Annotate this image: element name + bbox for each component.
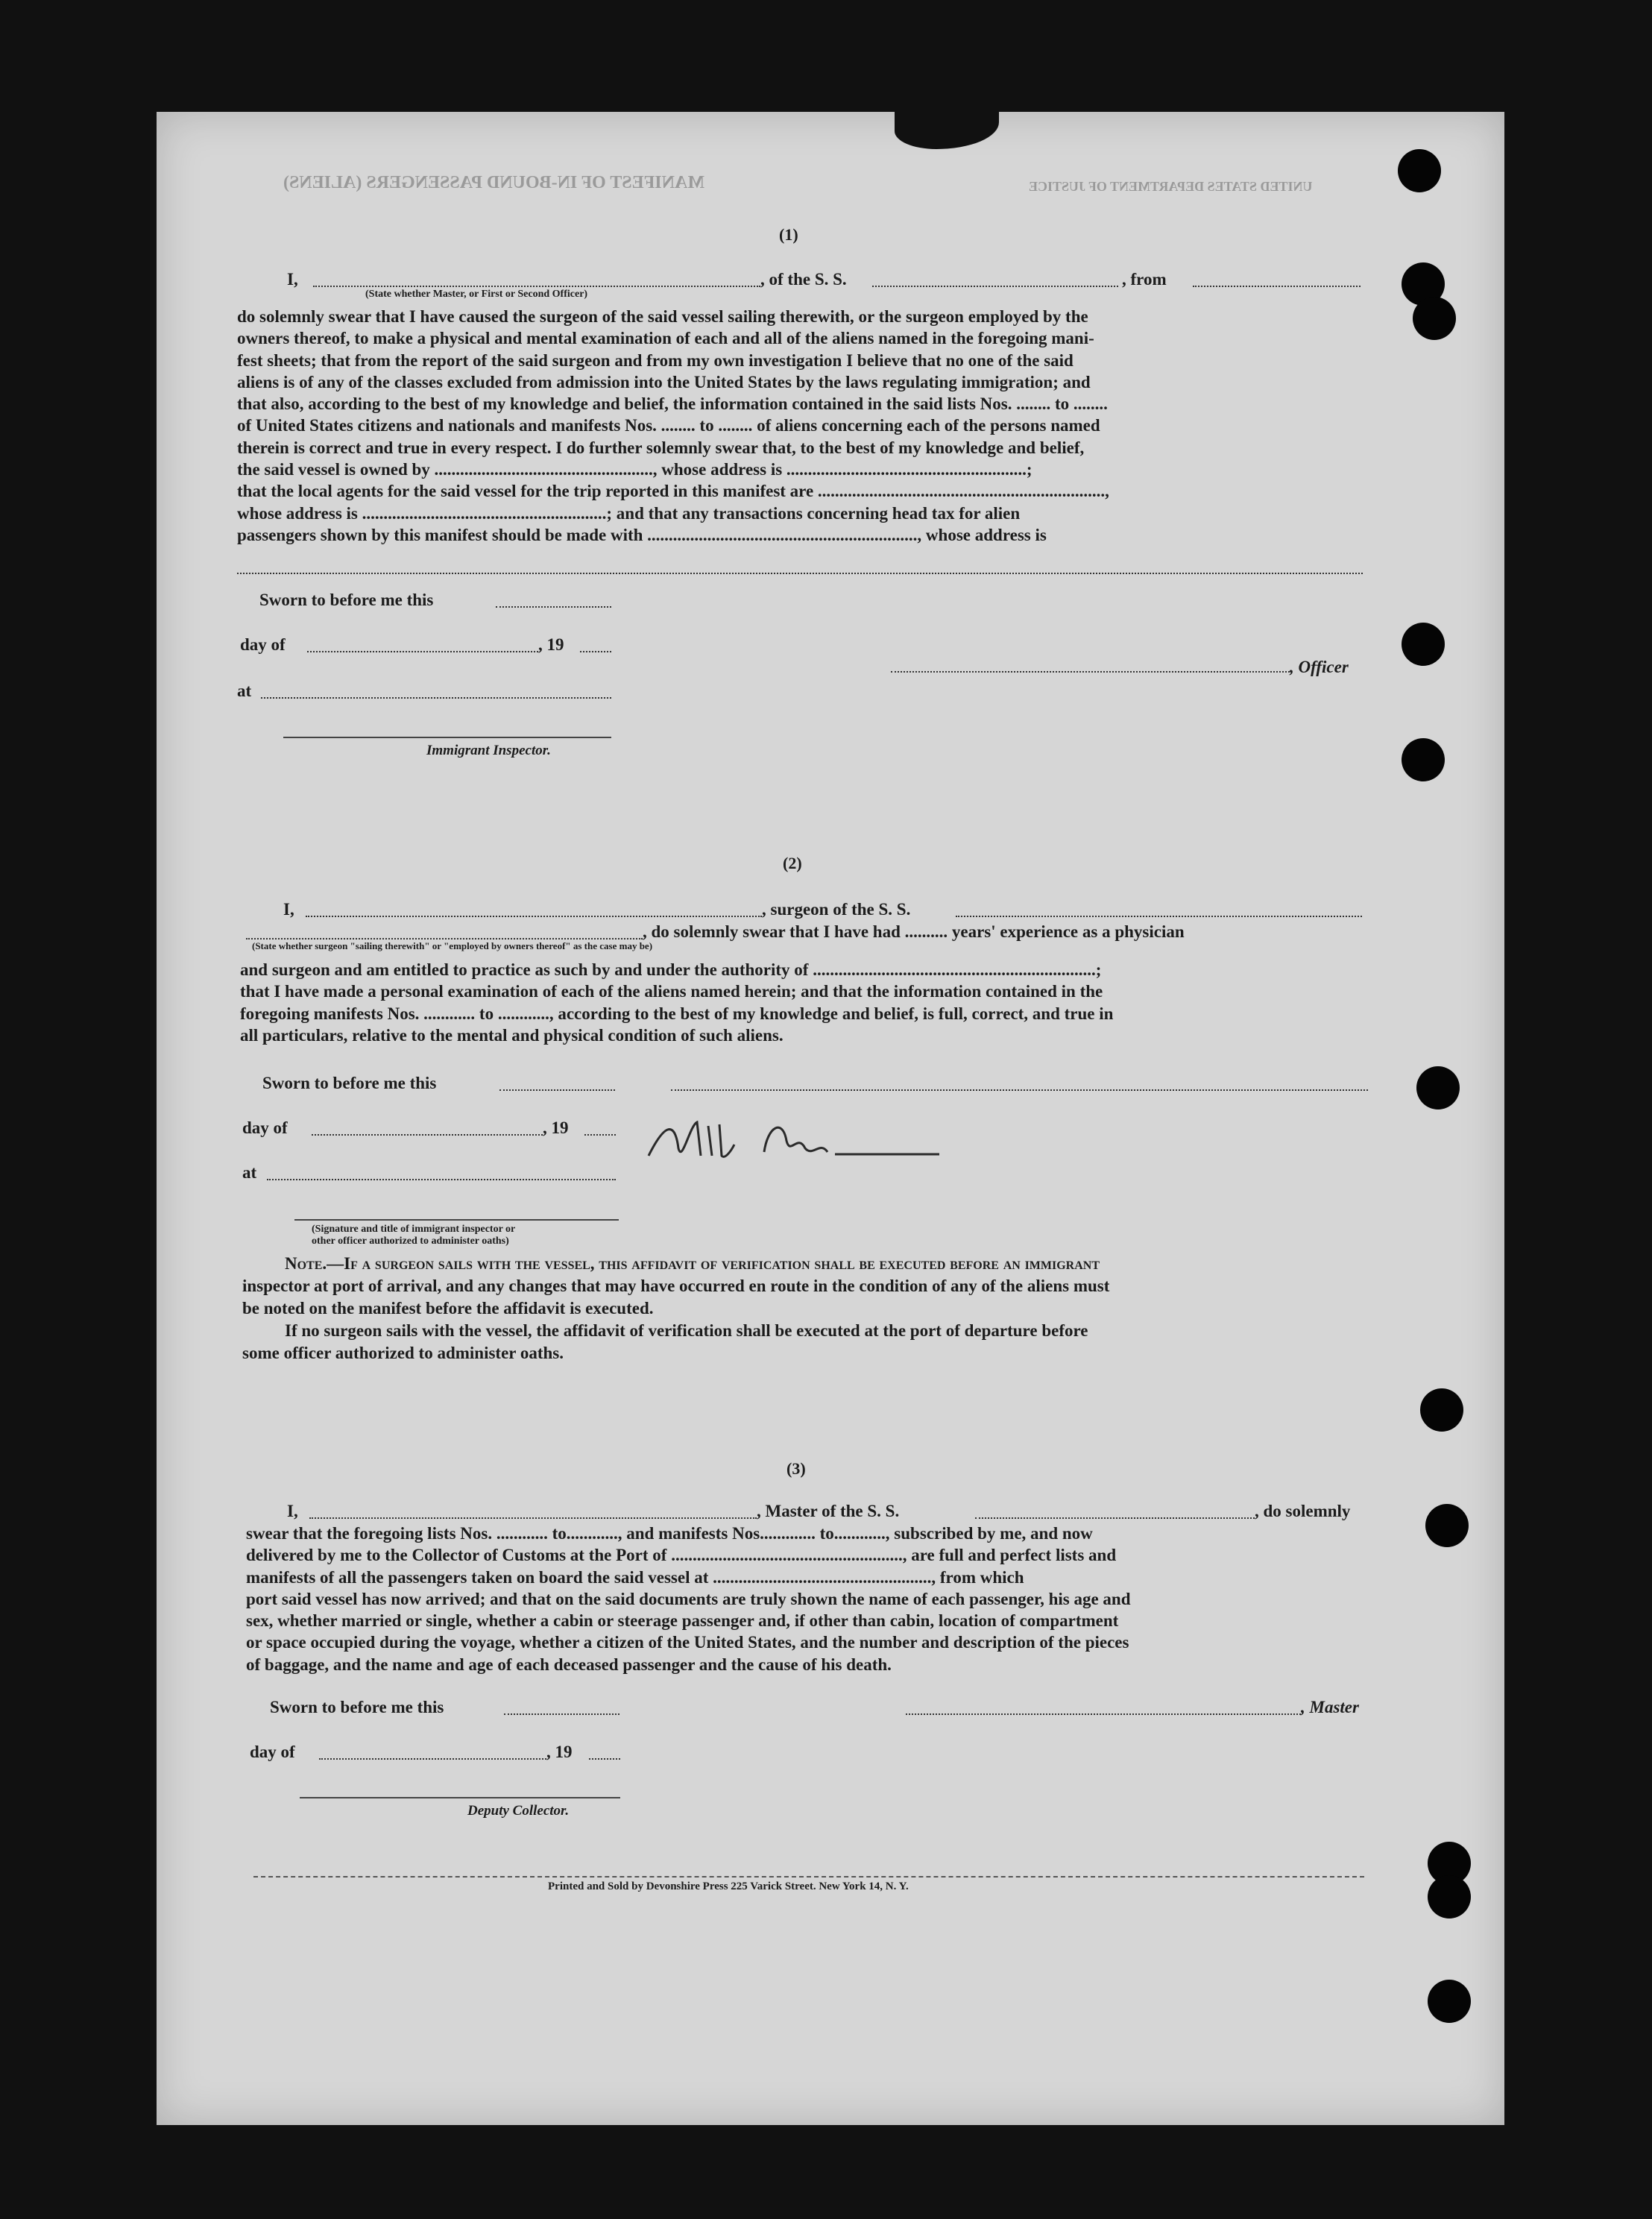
punch-hole [1428, 1875, 1471, 1919]
punch-hole [1428, 1980, 1471, 2023]
sworn-label: Sworn to before me this [270, 1698, 444, 1716]
punch-hole [1402, 623, 1445, 666]
signature-note-2: other officer authorized to administer oaths) [312, 1236, 509, 1247]
section-1-oath-text [237, 306, 1366, 546]
blank-year[interactable] [584, 1134, 616, 1136]
oath-line: whose address is .........................................................; and that any transactions concerning head tax for alien [237, 503, 1021, 523]
footer-rule [253, 1876, 1364, 1878]
surgeon-of-ss-label: , surgeon of the S. S. [762, 900, 911, 919]
inspector-signature-line[interactable] [283, 737, 611, 738]
blank-month[interactable] [319, 1758, 546, 1760]
oath-line: swear that the foregoing lists Nos. ............ to............, and manifests Nos............. to............, subscribed by me, and now [246, 1524, 1093, 1543]
oath-line: sex, whether married or single, whether a cabin or steerage passenger and, if other than cabin, location of compartment [246, 1611, 1119, 1631]
surgeon-oath-line: , do solemnly swear that I have had .......... years' experience as a physician [643, 922, 1185, 941]
oath-line: delivered by me to the Collector of Customs at the Port of ......................................................, are full and perfect lists and [246, 1546, 1117, 1565]
deputy-label: Deputy Collector. [467, 1803, 570, 1819]
blank-master-name[interactable] [309, 1517, 757, 1519]
blank-month[interactable] [312, 1134, 543, 1136]
note-second-para: If no surgeon sails with the vessel, the affidavit of verification shall be executed at the port of departure before [285, 1321, 1088, 1340]
officer-label: , Officer [1290, 658, 1349, 676]
day-of-label: day of [242, 1118, 288, 1137]
oath-line: or space occupied during the voyage, whether a citizen of the United States, and the number and description of the pieces [246, 1633, 1129, 1652]
blank-at-place[interactable] [261, 697, 611, 699]
oath-line: that the local agents for the said vessel for the trip reported in this manifest are ..................................................................., [237, 482, 1109, 501]
from-label: , from [1122, 270, 1167, 289]
at-label: at [237, 682, 252, 700]
section-3-oath-text [246, 1523, 1375, 1675]
do-solemnly-label: , do solemnly [1255, 1502, 1351, 1520]
surgeon-status-note: (State whether surgeon "sailing therewith" or "employed by owners thereof" as the case may be) [252, 940, 653, 951]
oath-line: aliens is of any of the classes excluded from admission into the United States by the laws regulating immigration; and [237, 372, 1091, 391]
year-label: , 19 [538, 635, 564, 654]
oath-line: all particulars, relative to the mental and physical condition of such aliens. [240, 1025, 784, 1045]
day-of-label: day of [240, 635, 286, 654]
note-heading: Note. [285, 1254, 327, 1273]
of-the-ss-label: , of the S. S. [760, 270, 847, 289]
master-signature-line[interactable] [906, 1713, 1301, 1715]
section-1-opening: I, [287, 270, 298, 289]
blank-year[interactable] [589, 1758, 620, 1760]
blank-agent-address[interactable] [237, 573, 1363, 574]
oath-line: the said vessel is owned by ..................................................., whose address is ........................................................; [237, 460, 1032, 479]
surgeon-signature-line[interactable] [671, 1089, 1368, 1091]
punch-hole [1413, 297, 1456, 340]
handwritten-signature [634, 1111, 947, 1171]
oath-line: that I have made a personal examination of each of the aliens named herein; and that the information contained in the [240, 982, 1103, 1001]
sworn-label: Sworn to before me this [262, 1074, 437, 1092]
oath-line: of United States citizens and nationals and manifests Nos. ........ to ........ of aliens concerning each of the persons named [237, 416, 1100, 435]
blank-surgeon-name[interactable] [306, 916, 762, 917]
punch-hole [1398, 149, 1441, 192]
authorized-signature-line[interactable] [294, 1219, 619, 1221]
inspector-label: Immigrant Inspector. [426, 743, 551, 758]
bleed-through-title: MANIFEST OF IN-BOUND PASSENGERS (ALIENS) [283, 173, 704, 192]
oath-line: therein is correct and true in every respect. I do further solemnly swear that, to the best of my knowledge and belief, [237, 438, 1085, 457]
blank-year[interactable] [580, 651, 611, 652]
year-label: , 19 [543, 1118, 569, 1137]
blank-surgeon-vessel[interactable] [956, 916, 1362, 917]
sworn-label: Sworn to before me this [259, 591, 434, 609]
oath-line: passengers shown by this manifest should be made with ..............................................................., whose address is [237, 525, 1047, 544]
section-2-number: (2) [783, 854, 802, 872]
oath-line: foregoing manifests Nos. ............ to ............, according to the best of my knowledge and belief, is full, correct, and true in [240, 1004, 1114, 1023]
bleed-through-org: UNITED STATES DEPARTMENT OF JUSTICE [1029, 179, 1313, 194]
section-2-oath-text [240, 959, 1369, 1046]
year-label: , 19 [546, 1743, 573, 1761]
section-3-number: (3) [786, 1459, 806, 1478]
note-line: be noted on the manifest before the affidavit is executed. [242, 1299, 654, 1318]
section-1-number: (1) [779, 225, 798, 244]
blank-from-port[interactable] [1193, 286, 1361, 287]
oath-line: fest sheets; that from the report of the said surgeon and from my own investigation I believe that no one of the said [237, 350, 1074, 370]
master-of-ss-label: , Master of the S. S. [757, 1502, 900, 1520]
day-of-label: day of [250, 1743, 295, 1761]
oath-line: owners thereof, to make a physical and mental examination of each and all of the aliens named in the foregoing mani- [237, 329, 1094, 348]
printer-imprint: Printed and Sold by Devonshire Press 225 Varick Street. New York 14, N. Y. [548, 1880, 909, 1892]
punch-hole [1402, 738, 1445, 781]
punch-hole [1416, 1066, 1460, 1110]
oath-line: manifests of all the passengers taken on board the said vessel at ..................................................., from which [246, 1567, 1024, 1587]
note-line: —If a surgeon sails with the vessel, this affidavit of verification shall be executed before an immigrant [327, 1254, 1100, 1273]
oath-line: do solemnly swear that I have caused the surgeon of the said vessel sailing therewith, or the surgeon employed by the [237, 307, 1088, 326]
blank-master-name[interactable] [313, 286, 760, 287]
signature-note-1: (Signature and title of immigrant inspector or [312, 1224, 516, 1235]
blank-sworn-day[interactable] [496, 606, 611, 608]
officer-signature-line[interactable] [891, 671, 1290, 673]
oath-line: of baggage, and the name and age of each deceased passenger and the cause of his death. [246, 1655, 892, 1674]
blank-sworn-day[interactable] [499, 1089, 615, 1091]
punch-hole [1420, 1388, 1463, 1432]
at-label: at [242, 1163, 257, 1182]
blank-month[interactable] [307, 651, 538, 652]
note-label [285, 1253, 1100, 1274]
oath-line: that also, according to the best of my knowledge and belief, the information contained in the said lists Nos. ........ to ........ [237, 394, 1108, 414]
master-label: , Master [1301, 1698, 1359, 1716]
section-3-opening: I, [287, 1502, 298, 1520]
blank-vessel-name[interactable] [975, 1517, 1255, 1519]
oath-line: port said vessel has now arrived; and that on the said documents are truly shown the name of each passenger, his age and [246, 1589, 1131, 1608]
oath-line: and surgeon and am entitled to practice as such by and under the authority of ..................................................................; [240, 960, 1102, 979]
master-officer-note: (State whether Master, or First or Second Officer) [365, 289, 588, 300]
blank-vessel-name[interactable] [872, 286, 1118, 287]
punch-hole [1425, 1504, 1469, 1547]
blank-at-place[interactable] [267, 1179, 616, 1180]
note-line: inspector at port of arrival, and any changes that may have occurred en route in the condition of any of the aliens must [242, 1277, 1110, 1295]
section-2-opening: I, [283, 900, 294, 919]
blank-sworn-day[interactable] [504, 1713, 620, 1715]
deputy-signature-line[interactable] [300, 1797, 620, 1798]
note-third-line: some officer authorized to administer oaths. [242, 1344, 564, 1362]
